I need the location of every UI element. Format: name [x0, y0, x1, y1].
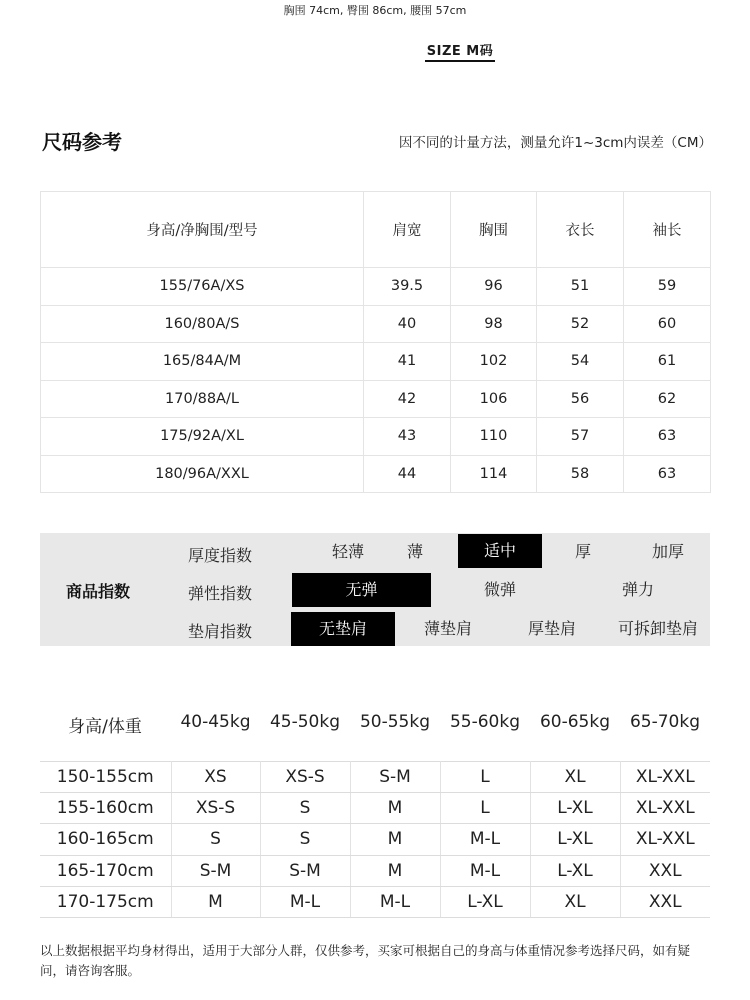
height-weight-table: [40, 761, 710, 918]
size-cell: L-XL: [440, 886, 530, 917]
height-range-cell: 170-175cm: [40, 886, 171, 917]
table-cell: 44: [364, 455, 451, 493]
size-reference-title: 尺码参考: [42, 130, 122, 154]
size-cell: XL-XXL: [620, 762, 710, 793]
elasticity-option-none: 无弹: [292, 573, 431, 607]
elasticity-option-slight: 微弹: [483, 580, 516, 599]
hw-header-weight: 45-50kg: [269, 712, 341, 732]
size-chart-header: 胸围: [451, 192, 537, 268]
height-range-cell: 160-165cm: [40, 824, 171, 855]
table-cell: 175/92A/XL: [41, 418, 364, 456]
size-cell: S-M: [350, 762, 440, 793]
size-cell: XS-S: [171, 793, 260, 824]
model-size-label: SIZE M码: [425, 44, 495, 62]
size-cell: XS-S: [260, 762, 350, 793]
size-cell: S-M: [260, 855, 350, 886]
measurement-tolerance-note: 因不同的计量方法，测量允许1~3cm内误差（CM）: [398, 135, 712, 151]
table-row: [40, 793, 710, 824]
table-cell: 96: [451, 268, 537, 306]
table-cell: 110: [451, 418, 537, 456]
size-cell: M: [350, 855, 440, 886]
size-cell: M-L: [260, 886, 350, 917]
thickness-option-extra-thick: 加厚: [651, 542, 684, 561]
table-cell: 58: [537, 455, 624, 493]
hw-header-corner: 身高/体重: [68, 717, 142, 737]
table-row: [41, 455, 711, 493]
product-index-label: 商品指数: [66, 582, 131, 601]
size-chart-table: [40, 191, 711, 493]
table-cell: 180/96A/XXL: [41, 455, 364, 493]
hw-header-weight: 55-60kg: [449, 712, 521, 732]
shoulder-pad-option-thick: 厚垫肩: [527, 619, 576, 638]
table-cell: 56: [537, 380, 624, 418]
table-cell: 165/84A/M: [41, 343, 364, 381]
size-cell: M: [350, 824, 440, 855]
size-cell: XL-XXL: [620, 824, 710, 855]
table-cell: 41: [364, 343, 451, 381]
size-cell: M: [350, 793, 440, 824]
table-cell: 42: [364, 380, 451, 418]
height-range-cell: 165-170cm: [40, 855, 171, 886]
table-cell: 40: [364, 305, 451, 343]
size-cell: S-M: [171, 855, 260, 886]
size-cell: M-L: [350, 886, 440, 917]
table-cell: 102: [451, 343, 537, 381]
table-cell: 51: [537, 268, 624, 306]
table-row: [40, 886, 710, 917]
size-cell: L-XL: [530, 824, 620, 855]
hw-header-weight: 60-65kg: [539, 712, 611, 732]
elasticity-option-stretch: 弹力: [621, 580, 654, 599]
size-cell: XL: [530, 762, 620, 793]
size-chart-header: 衣长: [537, 192, 624, 268]
thickness-index-label: 厚度指数: [188, 546, 253, 565]
table-cell: 63: [624, 455, 711, 493]
size-cell: L-XL: [530, 855, 620, 886]
shoulder-pad-option-none: 无垫肩: [291, 612, 395, 646]
thickness-option-thick: 厚: [574, 542, 591, 561]
size-cell: S: [260, 824, 350, 855]
model-size-worn: [0, 40, 750, 59]
table-row: [41, 418, 711, 456]
product-index-panel: [40, 533, 710, 646]
shoulder-pad-option-thin: 薄垫肩: [423, 619, 472, 638]
table-row: [41, 305, 711, 343]
table-cell: 60: [624, 305, 711, 343]
hw-header-weight: 65-70kg: [629, 712, 701, 732]
size-chart-header: 袖长: [624, 192, 711, 268]
thickness-option-medium: 适中: [458, 534, 542, 568]
shoulder-pad-index-label: 垫肩指数: [188, 622, 253, 641]
table-cell: 57: [537, 418, 624, 456]
thickness-option-thin: 薄: [406, 542, 423, 561]
size-cell: XS: [171, 762, 260, 793]
table-cell: 54: [537, 343, 624, 381]
hw-header-weight: 40-45kg: [180, 712, 251, 732]
table-cell: 52: [537, 305, 624, 343]
table-cell: 160/80A/S: [41, 305, 364, 343]
size-chart-header: 身高/净胸围/型号: [41, 192, 364, 268]
size-cell: XXL: [620, 886, 710, 917]
thickness-option-light: 轻薄: [331, 542, 364, 561]
table-row: [40, 824, 710, 855]
table-cell: 155/76A/XS: [41, 268, 364, 306]
table-row: [40, 855, 710, 886]
size-cell: S: [260, 793, 350, 824]
size-cell: L-XL: [530, 793, 620, 824]
table-cell: 114: [451, 455, 537, 493]
size-cell: M: [171, 886, 260, 917]
shoulder-pad-option-removable: 可拆卸垫肩: [617, 619, 698, 638]
table-row: [40, 762, 710, 793]
table-cell: 59: [624, 268, 711, 306]
table-cell: 98: [451, 305, 537, 343]
table-cell: 170/88A/L: [41, 380, 364, 418]
table-cell: 61: [624, 343, 711, 381]
elasticity-index-label: 弹性指数: [188, 584, 253, 603]
hw-header-weight: 50-55kg: [359, 712, 431, 732]
disclaimer-footnote: 以上数据根据平均身材得出，适用于大部分人群，仅供参考，买家可根据自己的身高与体重情况参考选择尺码，如有疑问，请咨询客服。: [40, 943, 691, 978]
size-chart-header: 肩宽: [364, 192, 451, 268]
size-cell: M-L: [440, 855, 530, 886]
height-range-cell: 155-160cm: [40, 793, 171, 824]
table-row: [41, 343, 711, 381]
model-measurements: 胸围 74cm, 臀围 86cm, 腰围 57cm: [283, 4, 467, 17]
table-cell: 62: [624, 380, 711, 418]
table-cell: 63: [624, 418, 711, 456]
size-cell: L: [440, 793, 530, 824]
table-cell: 106: [451, 380, 537, 418]
size-cell: XL-XXL: [620, 793, 710, 824]
size-cell: XXL: [620, 855, 710, 886]
size-chart-header-row: [41, 192, 711, 268]
size-cell: M-L: [440, 824, 530, 855]
height-range-cell: 150-155cm: [40, 762, 171, 793]
size-cell: L: [440, 762, 530, 793]
table-cell: 39.5: [364, 268, 451, 306]
table-row: [41, 380, 711, 418]
size-cell: S: [171, 824, 260, 855]
table-cell: 43: [364, 418, 451, 456]
size-cell: XL: [530, 886, 620, 917]
table-row: [41, 268, 711, 306]
